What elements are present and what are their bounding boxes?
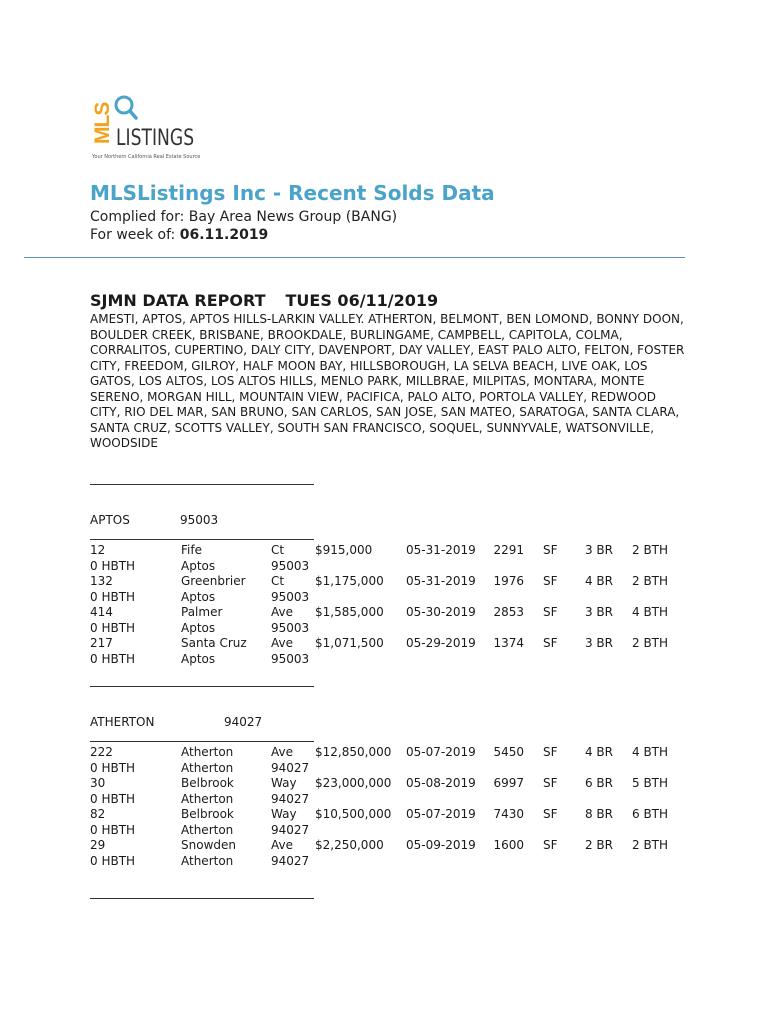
sale-street: Belbrook xyxy=(181,776,234,790)
sale-date: 05-09-2019 xyxy=(406,838,476,852)
sale-kind: SF xyxy=(543,543,558,557)
sale-zip: 95003 xyxy=(271,651,310,666)
sale-type: Ave xyxy=(271,838,293,852)
sale-bth: 4 BTH xyxy=(632,745,669,759)
sale-street: Snowden xyxy=(181,838,236,852)
section-zip: 95003 xyxy=(180,513,219,527)
sale-br: 6 BR xyxy=(584,776,613,790)
sale-price: $1,585,000 xyxy=(315,605,384,619)
sale-city: Aptos xyxy=(181,651,216,666)
sale-zip: 95003 xyxy=(271,589,310,604)
sale-kind: SF xyxy=(543,636,558,650)
sale-br: 4 BR xyxy=(584,574,613,588)
sale-sqft: 1976 xyxy=(493,574,524,588)
sale-city: Atherton xyxy=(181,791,234,806)
sale-date: 05-31-2019 xyxy=(406,574,476,588)
sale-kind: SF xyxy=(543,776,558,790)
sale-date: 05-07-2019 xyxy=(406,745,476,759)
section-rule xyxy=(90,741,314,742)
sale-street: Palmer xyxy=(181,605,223,619)
sale-city: Atherton xyxy=(181,822,234,837)
mlslistings-logo xyxy=(90,92,220,164)
sale-num: 30 xyxy=(90,776,106,790)
sale-price: $1,175,000 xyxy=(315,574,384,588)
logo-listings-text: LISTINGS xyxy=(116,126,195,151)
sale-hbth: 0 HBTH xyxy=(90,558,136,573)
page-title: MLSListings Inc - Recent Solds Data xyxy=(90,181,495,205)
sale-sqft: 5450 xyxy=(493,745,524,759)
sale-city: Aptos xyxy=(181,558,216,573)
report-name: SJMN DATA REPORT xyxy=(90,291,266,310)
sale-sqft: 6997 xyxy=(493,776,524,790)
sale-zip: 95003 xyxy=(271,620,310,635)
sale-date: 05-07-2019 xyxy=(406,807,476,821)
sale-price: $1,071,500 xyxy=(315,636,384,650)
sale-sqft: 7430 xyxy=(493,807,524,821)
sale-br: 3 BR xyxy=(584,636,613,650)
section-zip: 94027 xyxy=(224,715,263,729)
sale-street: Greenbrier xyxy=(181,574,246,588)
week-label: For week of: xyxy=(90,227,176,243)
section-rule xyxy=(90,898,314,899)
sale-city: Atherton xyxy=(181,853,234,868)
report-date: TUES 06/11/2019 xyxy=(285,291,439,310)
sale-bth: 6 BTH xyxy=(632,807,669,821)
week-value: 06.11.2019 xyxy=(179,227,269,243)
report-title xyxy=(90,291,438,310)
sale-bth: 2 BTH xyxy=(632,636,669,650)
sale-bth: 5 BTH xyxy=(632,776,669,790)
sale-hbth: 0 HBTH xyxy=(90,822,136,837)
sale-num: 12 xyxy=(90,543,106,557)
sale-br: 4 BR xyxy=(584,745,613,759)
sale-bth: 2 BTH xyxy=(632,543,669,557)
sale-hbth: 0 HBTH xyxy=(90,620,136,635)
sale-kind: SF xyxy=(543,838,558,852)
sale-type: Ct xyxy=(271,543,285,557)
header-divider xyxy=(24,257,685,258)
sale-type: Ct xyxy=(271,574,285,588)
sale-num: 29 xyxy=(90,838,106,852)
sale-zip: 95003 xyxy=(271,558,310,573)
sale-date: 05-08-2019 xyxy=(406,776,476,790)
sale-zip: 94027 xyxy=(271,760,310,775)
sale-street: Santa Cruz xyxy=(181,636,247,650)
week-of xyxy=(90,227,268,243)
sale-date: 05-29-2019 xyxy=(406,636,476,650)
sale-date: 05-30-2019 xyxy=(406,605,476,619)
sale-price: $915,000 xyxy=(315,543,373,557)
sale-city: Aptos xyxy=(181,620,216,635)
sale-hbth: 0 HBTH xyxy=(90,791,136,806)
sale-date: 05-31-2019 xyxy=(406,543,476,557)
sale-kind: SF xyxy=(543,605,558,619)
section-rule xyxy=(90,484,314,485)
sale-price: $23,000,000 xyxy=(315,776,392,790)
sale-br: 2 BR xyxy=(584,838,613,852)
sale-zip: 94027 xyxy=(271,791,310,806)
sale-hbth: 0 HBTH xyxy=(90,589,136,604)
sale-num: 222 xyxy=(90,745,113,759)
sale-price: $2,250,000 xyxy=(315,838,384,852)
sale-type: Ave xyxy=(271,745,293,759)
sale-bth: 2 BTH xyxy=(632,574,669,588)
compiled-for: Complied for: Bay Area News Group (BANG) xyxy=(90,209,398,225)
logo-mls-text: MLS xyxy=(91,102,114,144)
city-list: AMESTI, APTOS, APTOS HILLS-LARKIN VALLEY. ATHERTON, BELMONT, BEN LOMOND, BONNY DOON, BOULDER CREEK, BRISBANE, BROOKDALE, BURLINGAME, CAMPBELL, CAPITOLA, COLMA, CORRALITOS, CUPERTINO, DALY CITY, DAVENPORT, DAY VALLEY, EAST PALO ALTO, FELTON, FOSTER CITY, FREEDOM, GILROY, HALF MOON BAY, HILLSBOROUGH, LA SELVA BEACH, LIVE OAK, LOS GATOS, LOS ALTOS, LOS ALTOS HILLS, MENLO PARK, MILLBRAE, MILPITAS, MONTARA, MONTE SERENO, MORGAN HILL, MOUNTAIN VIEW, PACIFICA, PALO ALTO, PORTOLA VALLEY, REDWOOD CITY, RIO DEL MAR, SAN BRUNO, SAN CARLOS, SAN JOSE, SAN MATEO, SARATOGA, SANTA CLARA, SANTA CRUZ, SCOTTS VALLEY, SOUTH SAN FRANCISCO, SOQUEL, SUNNYVALE, WATSONVILLE, WOODSIDE xyxy=(90,312,685,450)
sale-num: 82 xyxy=(90,807,106,821)
sale-num: 132 xyxy=(90,574,113,588)
sale-sqft: 1600 xyxy=(493,838,524,852)
section-city: APTOS xyxy=(90,513,130,527)
sale-type: Way xyxy=(271,776,297,790)
sale-price: $12,850,000 xyxy=(315,745,392,759)
sale-sqft: 1374 xyxy=(493,636,524,650)
sale-street: Atherton xyxy=(181,745,234,759)
section-city: ATHERTON xyxy=(90,715,155,729)
sale-hbth: 0 HBTH xyxy=(90,853,136,868)
sale-sqft: 2853 xyxy=(493,605,524,619)
section-rule xyxy=(90,686,314,687)
sale-num: 414 xyxy=(90,605,113,619)
section-rule xyxy=(90,539,314,540)
sale-bth: 2 BTH xyxy=(632,838,669,852)
sale-zip: 94027 xyxy=(271,853,310,868)
sale-type: Ave xyxy=(271,605,293,619)
sale-street: Fife xyxy=(181,543,202,557)
logo-tagline: Your Northern California Real Estate Source xyxy=(92,154,201,160)
sale-br: 3 BR xyxy=(584,605,613,619)
sale-hbth: 0 HBTH xyxy=(90,760,136,775)
sale-bth: 4 BTH xyxy=(632,605,669,619)
sale-city: Atherton xyxy=(181,760,234,775)
sale-kind: SF xyxy=(543,745,558,759)
sale-br: 8 BR xyxy=(584,807,613,821)
sale-hbth: 0 HBTH xyxy=(90,651,136,666)
sale-sqft: 2291 xyxy=(493,543,524,557)
sale-street: Belbrook xyxy=(181,807,234,821)
sale-num: 217 xyxy=(90,636,113,650)
sale-type: Way xyxy=(271,807,297,821)
sale-zip: 94027 xyxy=(271,822,310,837)
sale-br: 3 BR xyxy=(584,543,613,557)
sale-kind: SF xyxy=(543,574,558,588)
sale-kind: SF xyxy=(543,807,558,821)
sale-city: Aptos xyxy=(181,589,216,604)
sale-price: $10,500,000 xyxy=(315,807,392,821)
sale-type: Ave xyxy=(271,636,293,650)
